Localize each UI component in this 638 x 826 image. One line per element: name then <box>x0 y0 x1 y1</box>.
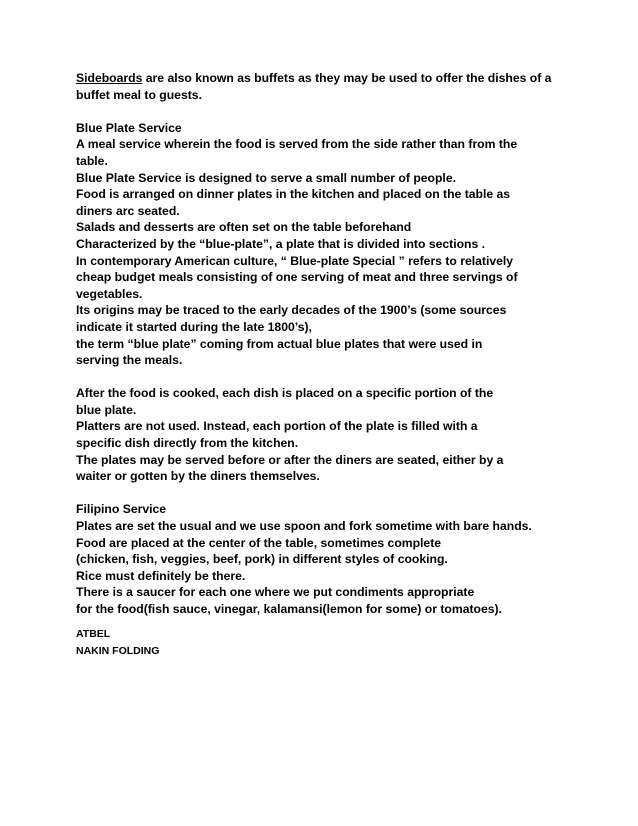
blue-plate-line: serving the meals. <box>76 353 183 368</box>
document-body <box>76 70 576 660</box>
after-food-line: waiter or gotten by the diners themselves. <box>76 469 320 484</box>
sideboards-line-1 <box>76 70 576 87</box>
blue-plate-line: indicate it started during the late 1800’s), <box>76 319 312 334</box>
filipino-line: Rice must definitely be there. <box>76 568 246 583</box>
blue-plate-line: In contemporary American culture, “ Blue-plate Special ” refers to relatively <box>76 253 514 268</box>
blue-plate-line: Food is arranged on dinner plates in the kitchen and placed on the table as <box>76 187 511 202</box>
filipino-heading: Filipino Service <box>76 502 167 517</box>
blue-plate-line: Characterized by the “blue-plate”, a plate that is divided into sections . <box>76 236 486 251</box>
after-food-line: After the food is cooked, each dish is placed on a specific portion of the <box>76 386 494 401</box>
sideboards-term: Sideboards <box>76 71 143 85</box>
filipino-line: Plates are set the usual and we use spoon and fork sometime with bare hands. <box>76 519 532 534</box>
footer-gap <box>76 618 576 626</box>
sideboards-line-2: buffet meal to guests. <box>76 87 202 102</box>
blue-plate-heading: Blue Plate Service <box>76 120 182 135</box>
paragraph-gap <box>76 369 576 386</box>
blue-plate-line: diners arc seated. <box>76 203 180 218</box>
footer-name-1: ATBEL <box>76 627 111 640</box>
blue-plate-line: Blue Plate Service is designed to serve a small number of people. <box>76 170 456 185</box>
blue-plate-line: table. <box>76 153 108 168</box>
paragraph-gap <box>76 485 576 502</box>
after-food-line: Platters are not used. Instead, each portion of the plate is filled with a <box>76 419 478 434</box>
footer-name-2: NAKIN FOLDING <box>76 644 160 657</box>
blue-plate-line: A meal service wherein the food is served from the side rather than from the <box>76 137 518 152</box>
after-food-line: The plates may be served before or after the diners are seated, either by a <box>76 452 504 467</box>
filipino-line: Food are placed at the center of the table, sometimes complete <box>76 535 442 550</box>
filipino-line: (chicken, fish, veggies, beef, pork) in different styles of cooking. <box>76 552 448 567</box>
filipino-line: for the food(fish sauce, vinegar, kalamansi(lemon for some) or tomatoes). <box>76 602 502 616</box>
blue-plate-line: vegetables. <box>76 286 143 301</box>
filipino-line: There is a saucer for each one where we put condiments appropriate <box>76 585 475 600</box>
blue-plate-line: the term “blue plate” coming from actual blue plates that were used in <box>76 336 483 351</box>
after-food-line: specific dish directly from the kitchen. <box>76 436 299 451</box>
sideboards-text: are also known as buffets as they may be used to offer the dishes of a <box>142 71 552 85</box>
paragraph-gap <box>76 103 576 120</box>
blue-plate-line: Salads and desserts are often set on the table beforehand <box>76 220 412 235</box>
blue-plate-line: Its origins may be traced to the early decades of the 1900’s (some sources <box>76 303 507 318</box>
after-food-line: blue plate. <box>76 402 137 417</box>
blue-plate-line: cheap budget meals consisting of one serving of meat and three servings of <box>76 270 518 285</box>
